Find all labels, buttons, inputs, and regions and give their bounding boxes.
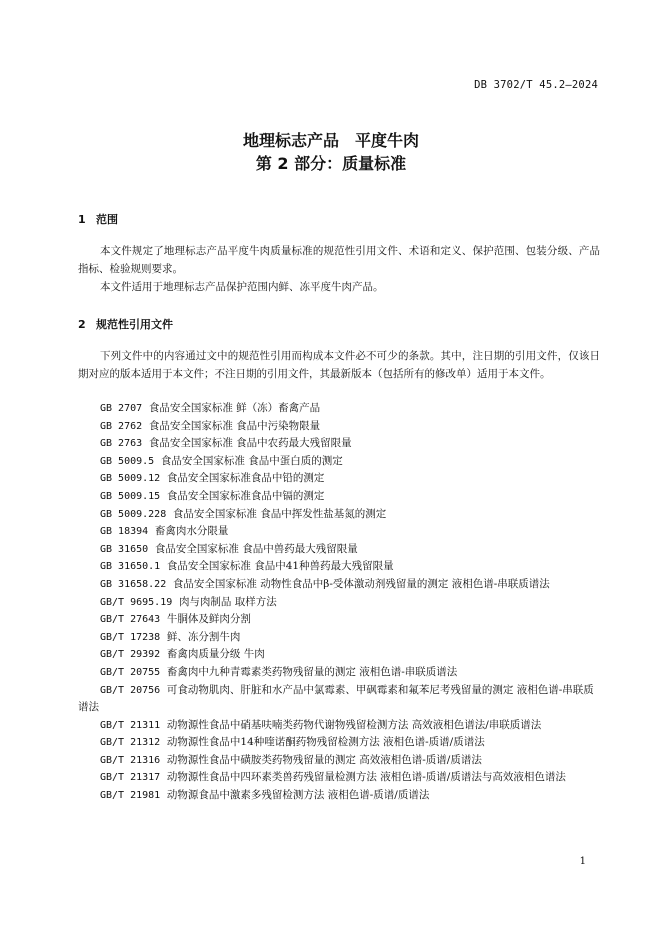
reference-title: 肉与肉制品 取样方法: [178, 595, 277, 608]
reference-title: 食品安全国家标准 食品中农药最大残留限量: [148, 437, 352, 450]
scope-paragraph: 本文件适用于地理标志产品保护范围内鲜、冻平度牛肉产品。: [100, 281, 384, 293]
reference-title: 畜禽肉水分限量: [154, 525, 229, 538]
section-title: 规范性引用文件: [96, 318, 173, 331]
reference-code: GB/T 21311: [100, 719, 161, 731]
scope-paragraph: 本文件规定了地理标志产品平度牛肉质量标准的规范性引用文件、术语和定义、保护范围、包装分级、产品指标、检验规则要求。: [78, 245, 600, 275]
reference-code: GB 18394: [100, 526, 149, 538]
reference-title: 食品安全国家标准食品中铅的测定: [166, 472, 325, 485]
reference-code: GB/T 20755: [100, 666, 161, 678]
reference-item: [78, 558, 602, 576]
reference-title: 可食动物肌肉、肝脏和水产品中氯霉素、甲砜霉素和氟苯尼考残留量的测定 液相色谱-串联质谱法: [78, 683, 594, 714]
reference-item: [78, 506, 602, 524]
reference-list: [78, 400, 602, 805]
section-heading-scope: [78, 211, 118, 227]
reference-title: 食品安全国家标准 动物性食品中β-受体激动剂残留量的测定 液相色谱-串联质谱法: [172, 577, 550, 590]
reference-code: GB/T 29392: [100, 649, 161, 661]
reference-item: [78, 453, 602, 471]
section-heading-normative-references: [78, 316, 173, 332]
reference-item: [78, 734, 602, 752]
document-title: 地理标志产品 平度牛肉: [242, 131, 419, 150]
reference-item: [78, 594, 602, 612]
reference-item: [78, 769, 602, 787]
reference-item: [78, 611, 602, 629]
reference-code: GB 2762: [100, 420, 143, 432]
reference-title: 食品安全国家标准 食品中蛋白质的测定: [160, 454, 343, 467]
reference-code: GB 5009.15: [100, 490, 161, 502]
reference-item: [78, 488, 602, 506]
reference-code: GB/T 21317: [100, 772, 161, 784]
reference-code: GB 5009.228: [100, 508, 167, 520]
reference-code: GB/T 21981: [100, 790, 161, 802]
page-number: 1: [579, 856, 586, 867]
reference-code: GB 31658.22: [100, 578, 167, 590]
reference-title: 动物源性食品中14种喹诺酮药物残留检测方法 液相色谱-质谱/质谱法: [166, 736, 485, 749]
document-code: DB 3702/T 45.2—2024: [474, 79, 598, 91]
reference-item: [78, 418, 602, 436]
reference-item: [78, 717, 602, 735]
reference-title: 食品安全国家标准 食品中兽药最大残留限量: [154, 542, 358, 555]
reference-code: GB/T 17238: [100, 631, 161, 643]
reference-item: [78, 576, 602, 594]
section-title: 范围: [96, 213, 118, 226]
reference-title: 食品安全国家标准 食品中挥发性盐基氮的测定: [172, 507, 387, 520]
reference-code: GB 5009.12: [100, 473, 161, 485]
reference-code: GB 2763: [100, 438, 143, 450]
reference-item: [78, 523, 602, 541]
reference-code: GB/T 21312: [100, 737, 161, 749]
reference-title: 食品安全国家标准 食品中41种兽药最大残留限量: [166, 560, 394, 573]
reference-code: GB 5009.5: [100, 455, 155, 467]
reference-item: [78, 682, 602, 717]
reference-title: 动物源性食品中磺胺类药物残留量的测定 高效液相色谱-质谱/质谱法: [166, 753, 482, 766]
section-number: 1: [78, 213, 86, 226]
reference-title: 食品安全国家标准食品中镉的测定: [166, 489, 325, 502]
references-intro-paragraph: 下列文件中的内容通过文中的规范性引用而构成本文件必不可少的条款。其中，注日期的引用文件，仅该日期对应的版本适用于本文件；不注日期的引用文件，其最新版本（包括所有的修改单）适用于本文件。: [78, 350, 600, 380]
reference-title: 畜禽肉中九种青霉素类药物残留量的测定 液相色谱-串联质谱法: [166, 665, 458, 678]
reference-item: [78, 470, 602, 488]
reference-item: [78, 646, 602, 664]
reference-item: [78, 787, 602, 805]
reference-item: [78, 541, 602, 559]
reference-title: 食品安全国家标准 鲜（冻）畜禽产品: [148, 402, 321, 414]
reference-title: 畜禽肉质量分级 牛肉: [166, 648, 265, 661]
reference-code: GB/T 21316: [100, 754, 161, 766]
reference-item: [78, 435, 602, 453]
reference-code: GB/T 9695.19: [100, 596, 173, 608]
reference-item: [78, 629, 602, 647]
reference-code: GB/T 20756: [100, 684, 161, 696]
reference-code: GB 31650.1: [100, 561, 161, 573]
section-number: 2: [78, 318, 86, 331]
reference-item: [78, 400, 602, 418]
document-subtitle: 第 2 部分：质量标准: [255, 154, 407, 173]
reference-code: GB/T 27643: [100, 614, 161, 626]
reference-title: 动物源性食品中硝基呋喃类药物代谢物残留检测方法 高效液相色谱法/串联质谱法: [166, 718, 542, 731]
reference-code: GB 31650: [100, 543, 149, 555]
reference-title: 动物源性食品中四环素类兽药残留量检测方法 液相色谱-质谱/质谱法与高效液相色谱法: [166, 771, 566, 784]
reference-code: GB 2707: [100, 403, 143, 414]
reference-item: [78, 664, 602, 682]
reference-title: 鲜、冻分割牛肉: [166, 630, 241, 643]
reference-title: 动物源食品中激素多残留检测方法 液相色谱-质谱/质谱法: [166, 789, 430, 802]
reference-title: 牛胴体及鲜肉分割: [166, 613, 251, 626]
reference-title: 食品安全国家标准 食品中污染物限量: [148, 419, 321, 432]
reference-item: [78, 752, 602, 770]
